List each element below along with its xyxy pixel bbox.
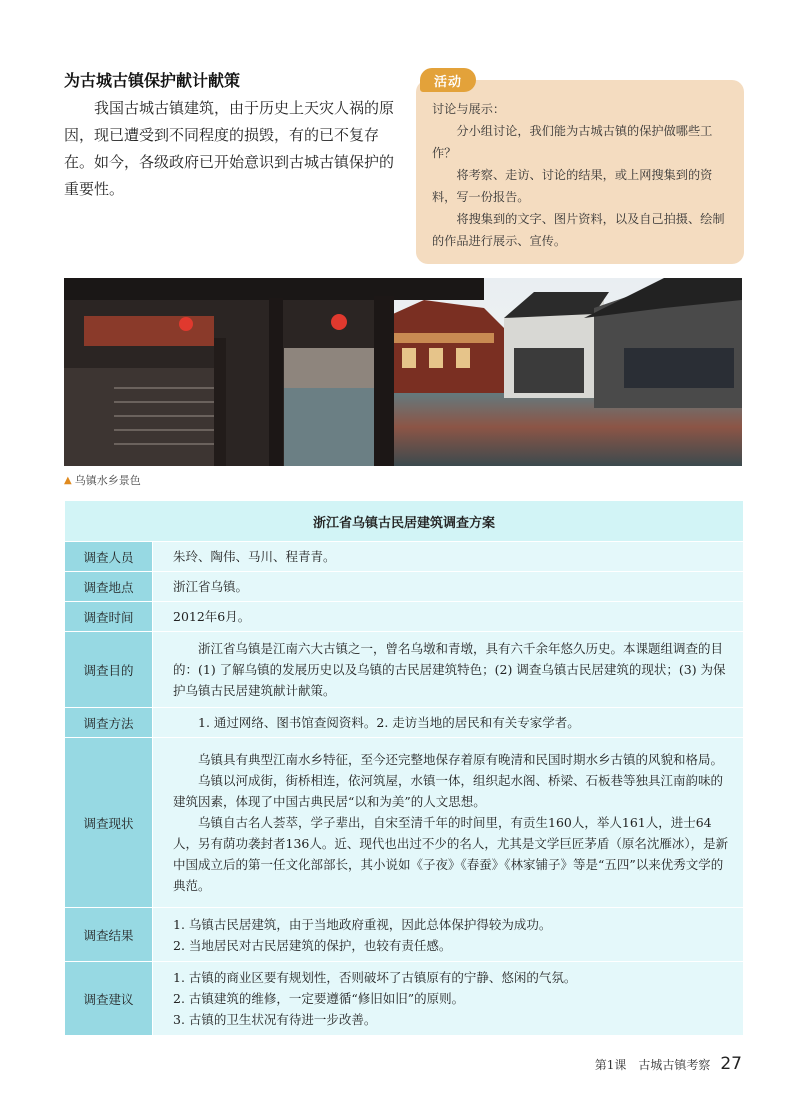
row-content: 2012年6月。 xyxy=(153,602,744,632)
table-row xyxy=(65,632,744,708)
paragraph: 乌镇具有典型江南水乡特征，至今还完整地保存着原有晚清和民国时期水乡古镇的风貌和格局。 xyxy=(198,752,724,767)
wuzhen-photo-image xyxy=(64,278,742,466)
table-header-row xyxy=(65,501,744,542)
wuzhen-photo xyxy=(64,278,742,466)
row-content xyxy=(153,962,744,1036)
row-content xyxy=(153,908,744,962)
activity-badge-label: 活动 xyxy=(433,74,462,90)
table-row xyxy=(65,542,744,572)
table-row xyxy=(65,708,744,738)
page-footer xyxy=(595,1054,742,1074)
table-row xyxy=(65,908,744,962)
paragraph: 乌镇以河成街，街桥相连，依河筑屋，水镇一体，组织起水阁、桥梁、石板巷等独具江南韵味的建筑因素，体现了中国古典民居“以和为美”的人文思想。 xyxy=(173,773,724,809)
page-number: 27 xyxy=(720,1054,742,1074)
table-row xyxy=(65,738,744,908)
activity-line: 将搜集到的文字、图片资料，以及自己拍摄、绘制的作品进行展示、宣传。 xyxy=(432,212,725,248)
table-row xyxy=(65,962,744,1036)
activity-badge xyxy=(420,68,476,92)
row-label: 调查地点 xyxy=(65,572,153,602)
table-title: 浙江省乌镇古民居建筑调查方案 xyxy=(65,501,744,542)
list-item: 2. 古镇建筑的维修，一定要遵循“修旧如旧”的原则。 xyxy=(173,991,465,1006)
photo-caption xyxy=(64,472,141,488)
survey-table xyxy=(64,500,744,1036)
activity-line: 讨论与展示： xyxy=(432,102,506,116)
row-content: 朱玲、陶伟、马川、程青青。 xyxy=(153,542,744,572)
row-content: 浙江省乌镇。 xyxy=(153,572,744,602)
row-label: 调查现状 xyxy=(65,738,153,908)
row-label: 调查结果 xyxy=(65,908,153,962)
activity-line: 分小组讨论，我们能为古城古镇的保护做哪些工作？ xyxy=(432,124,713,160)
row-label: 调查人员 xyxy=(65,542,153,572)
activity-box xyxy=(416,80,744,264)
row-content xyxy=(153,738,744,908)
intro-paragraph: 我国古城古镇建筑，由于历史上天灾人祸的原因，现已遭受到不同程度的损毁，有的已不复存在。如今，各级政府已开始意识到古城古镇保护的重要性。 xyxy=(64,99,395,198)
row-label: 调查方法 xyxy=(65,708,153,738)
row-label: 调查目的 xyxy=(65,632,153,708)
row-label: 调查时间 xyxy=(65,602,153,632)
row-content: 1. 通过网络、图书馆查阅资料。2. 走访当地的居民和有关专家学者。 xyxy=(153,708,744,738)
paragraph: 乌镇自古名人荟萃，学子辈出，自宋至清千年的时间里，有贡生160人，举人161人，进士64人，另有荫功袭封者136人。近、现代也出过不少的名人，尤其是文学巨匠茅盾（原名沈雁冰），是新中国成立后的第一任文化部部长，其小说如《子夜》《春蚕》《林家铺子》等是“五四”以来优秀文学的典范。 xyxy=(173,815,729,893)
list-item: 1. 古镇的商业区要有规划性，否则破坏了古镇原有的宁静、悠闲的气氛。 xyxy=(173,970,577,985)
row-label: 调查建议 xyxy=(65,962,153,1036)
photo-caption-text: 乌镇水乡景色 xyxy=(74,474,141,487)
activity-line: 将考察、走访、讨论的结果，或上网搜集到的资料，写一份报告。 xyxy=(432,168,713,204)
list-item: 3. 古镇的卫生状况有待进一步改善。 xyxy=(173,1012,377,1027)
table-row xyxy=(65,602,744,632)
lesson-title: 第1课 古城古镇考察 xyxy=(594,1058,711,1072)
list-item: 1. 乌镇古民居建筑，由于当地政府重视，因此总体保护得较为成功。 xyxy=(173,916,552,932)
section-title: 为古城古镇保护献计献策 xyxy=(64,71,241,90)
row-content: 浙江省乌镇是江南六大古镇之一，曾名乌墩和青墩，具有六千余年悠久历史。本课题组调查的目的：(1) 了解乌镇的发展历史以及乌镇的古民居建筑特色；(2) 调查乌镇古民居建筑的现状；(3) 为保护乌镇古民居建筑献计献策。 xyxy=(153,632,744,708)
table-row xyxy=(65,572,744,602)
caption-triangle-icon: ▲ xyxy=(64,474,72,486)
list-item: 2. 当地居民对古民居建筑的保护，也较有责任感。 xyxy=(173,937,452,953)
